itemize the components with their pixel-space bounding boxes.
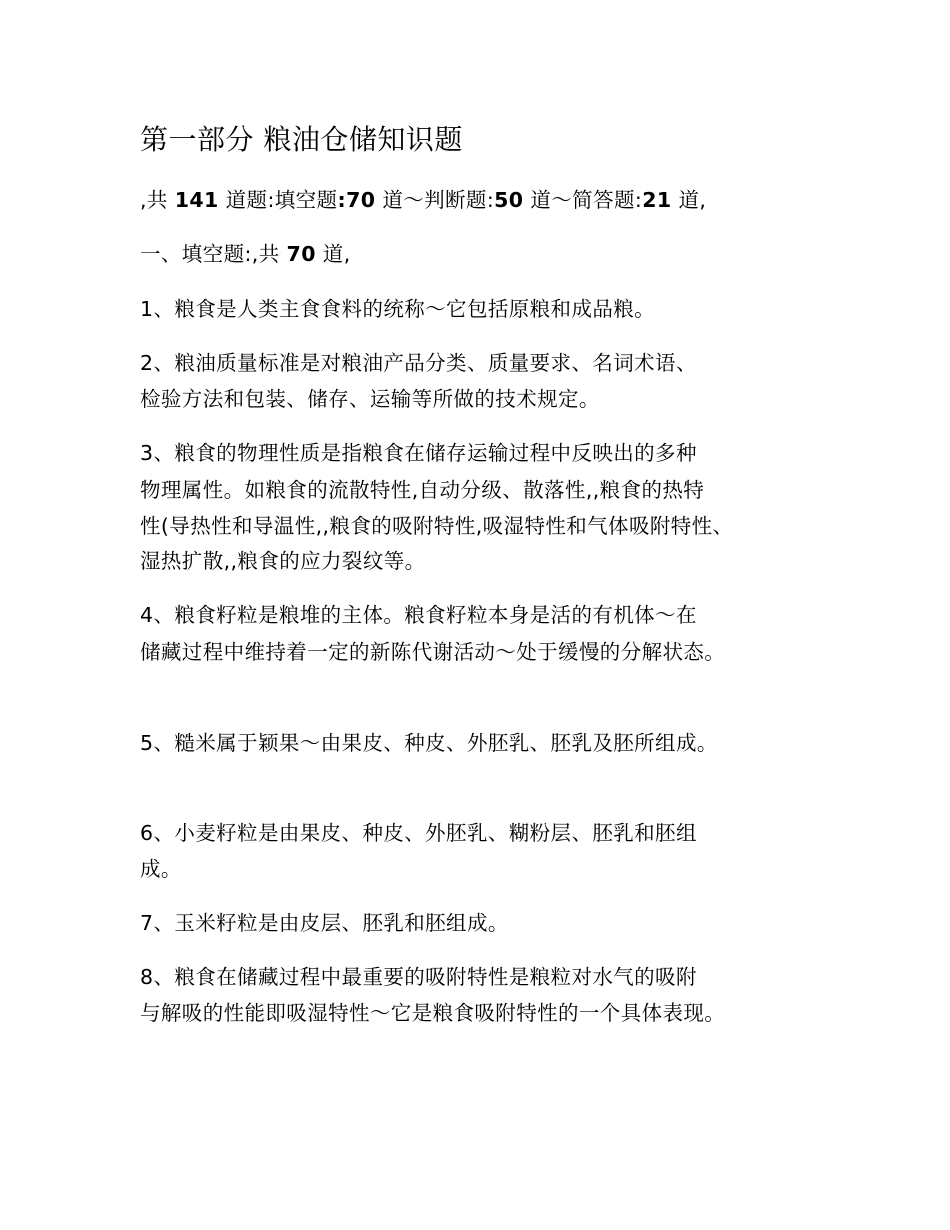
item-line: 物理属性。如粮食的流散特性,自动分级、散落性,,粮食的热特 — [140, 478, 705, 502]
item-line: 1、粮食是人类主食食料的统称～它包括原粮和成品粮。 — [140, 297, 656, 321]
section-heading: 一、填空题:,共 70 道, — [140, 242, 351, 266]
item-line: 7、玉米籽粒是由皮层、胚乳和胚组成。 — [140, 911, 509, 935]
item-line: 成。 — [140, 857, 182, 881]
page-title: 第一部分 粮油仓储知识题 — [140, 123, 463, 156]
item-line: 6、小麦籽粒是由果皮、种皮、外胚乳、糊粉层、胚乳和胚组 — [140, 821, 697, 845]
item-line: 与解吸的性能即吸湿特性～它是粮食吸附特性的一个具体表现。 — [140, 1001, 726, 1025]
item-line: 2、粮油质量标准是对粮油产品分类、质量要求、名词术语、 — [140, 351, 697, 375]
item-line: 储藏过程中维持着一定的新陈代谢活动～处于缓慢的分解状态。 — [140, 640, 726, 664]
question-summary: ,共 141 道题:填空题:70 道～判断题:50 道～简答题:21 道, — [140, 188, 707, 212]
item-line: 8、粮食在储藏过程中最重要的吸附特性是粮粒对水气的吸附 — [140, 965, 697, 989]
item-line: 3、粮食的物理性质是指粮食在储存运输过程中反映出的多种 — [140, 441, 697, 465]
item-line: 检验方法和包装、储存、运输等所做的技术规定。 — [140, 387, 600, 411]
item-line: 4、粮食籽粒是粮堆的主体。粮食籽粒本身是活的有机体～在 — [140, 603, 697, 627]
item-line: 湿热扩散,,粮食的应力裂纹等。 — [140, 549, 426, 573]
item-line: 性(导热性和导温性,,粮食的吸附特性,吸湿特性和气体吸附特性、 — [140, 514, 734, 538]
item-line: 5、糙米属于颖果～由果皮、种皮、外胚乳、胚乳及胚所组成。 — [140, 731, 718, 755]
